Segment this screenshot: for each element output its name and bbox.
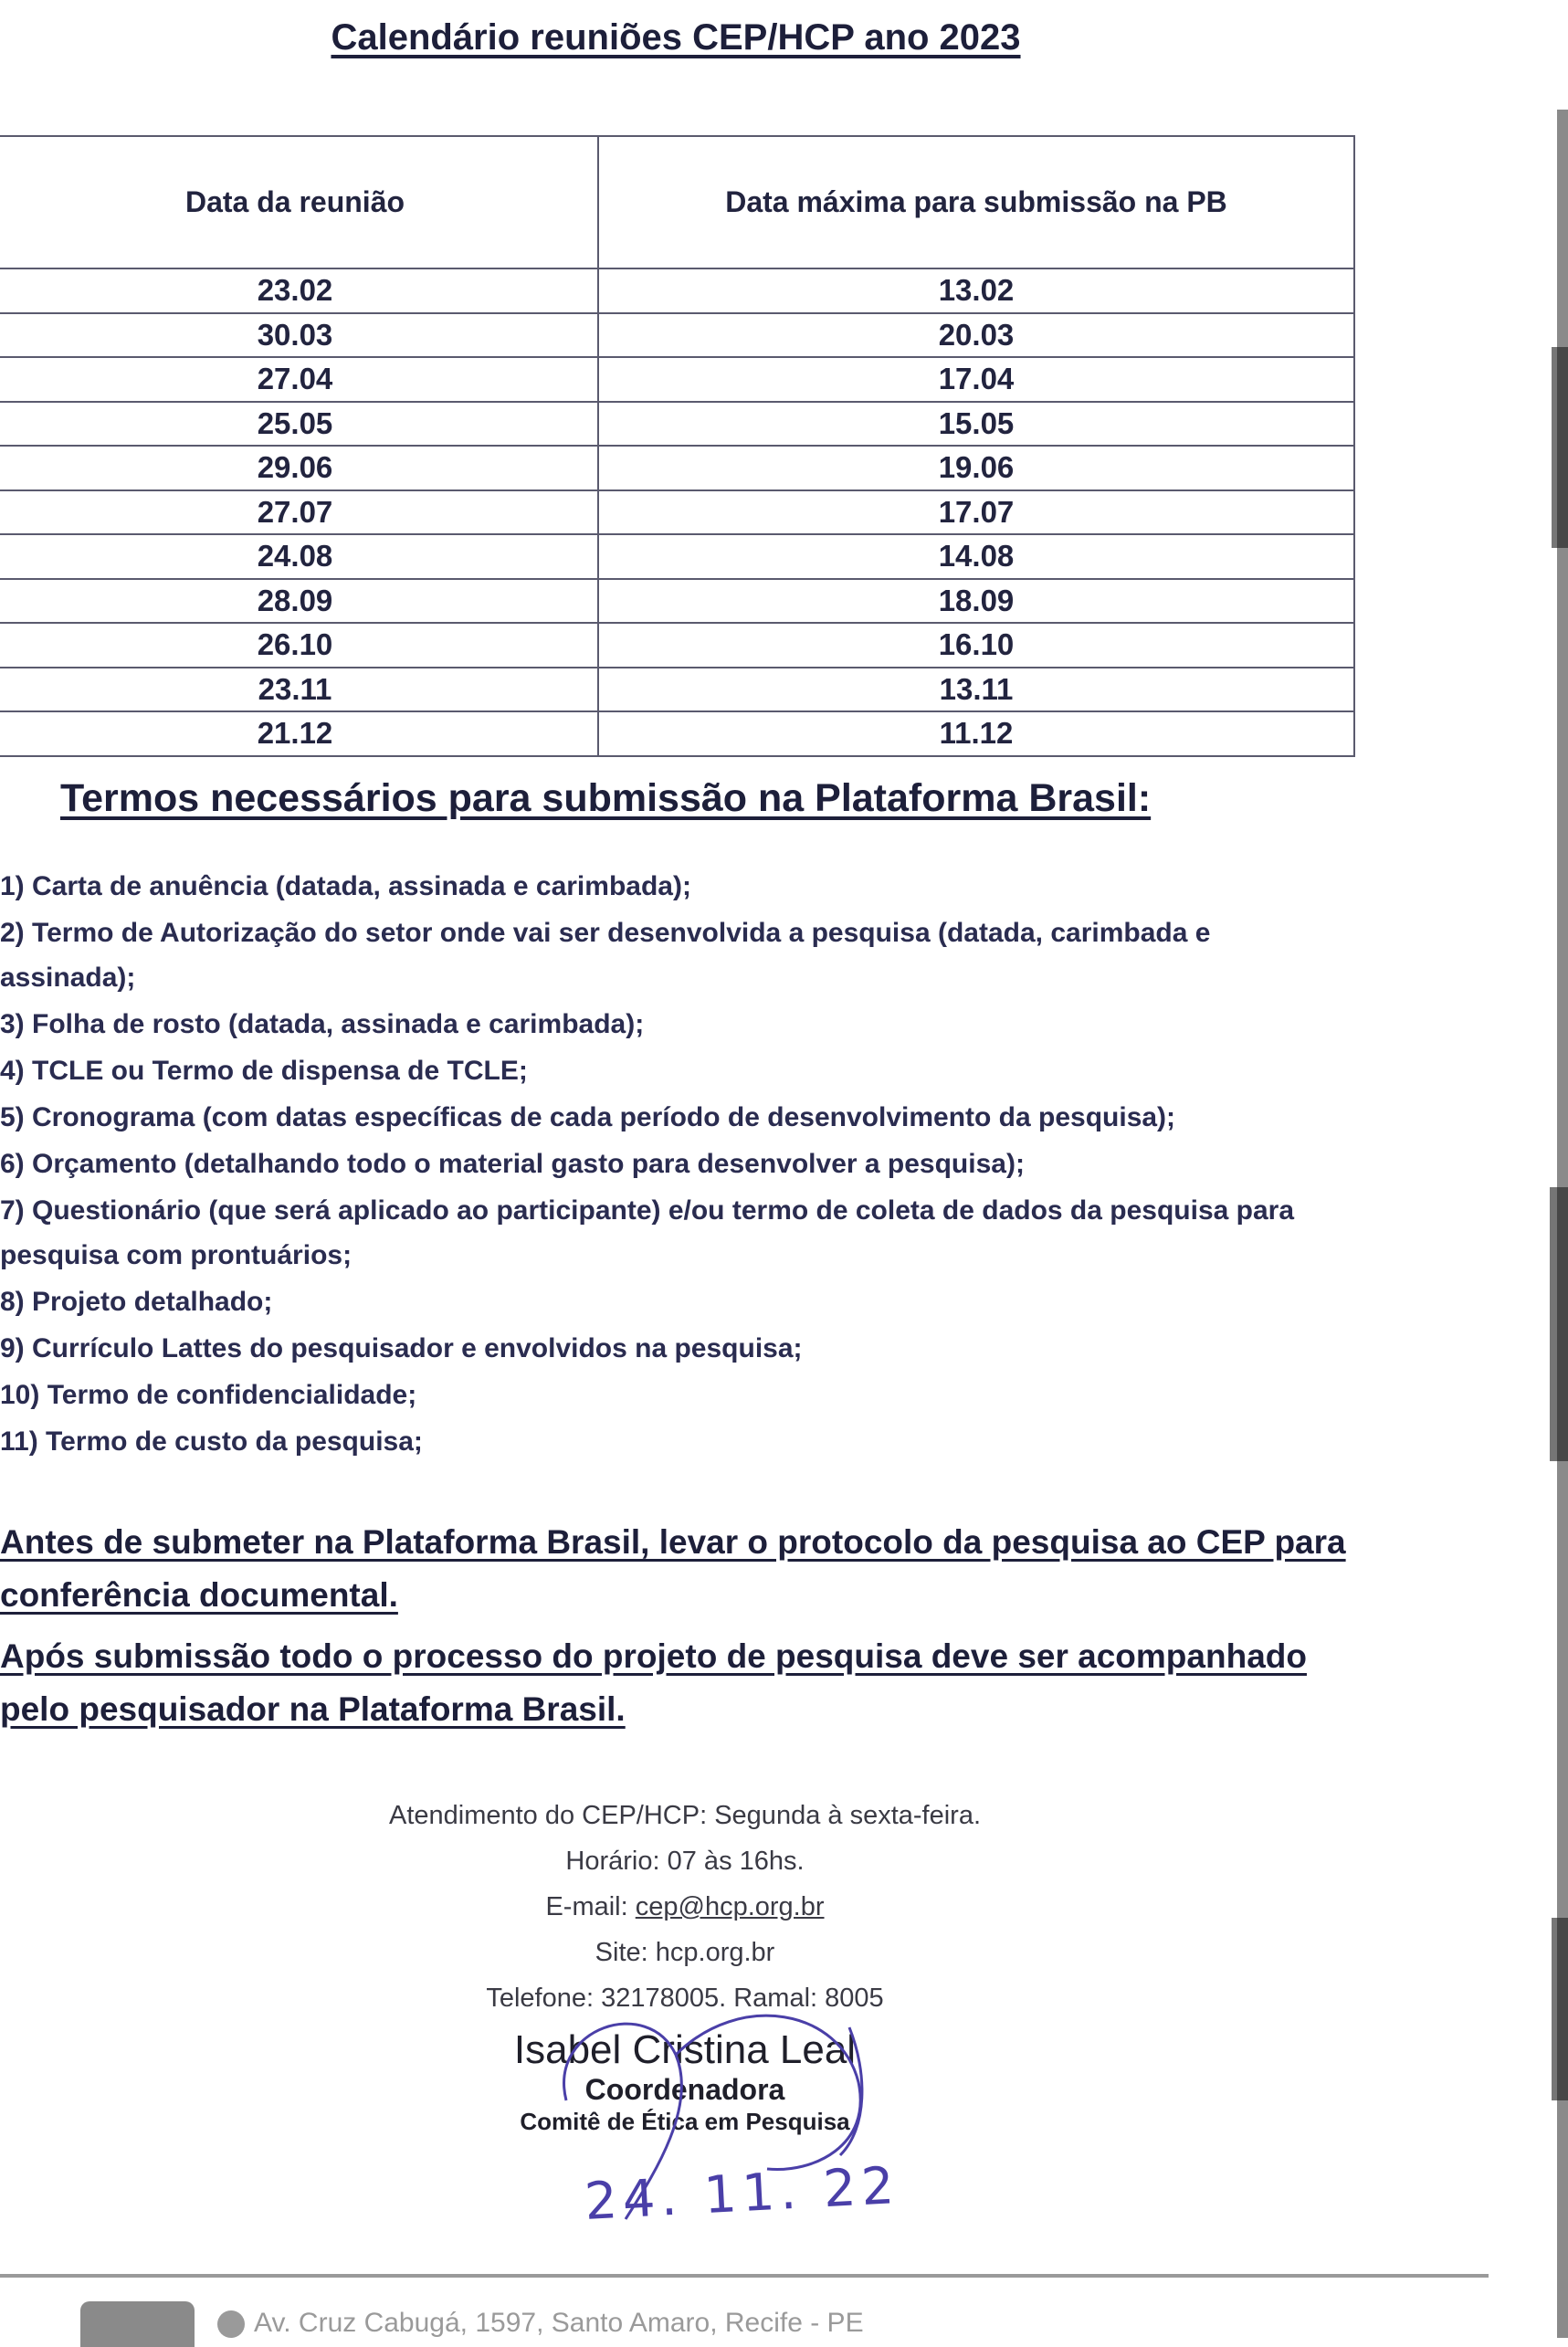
footer-address-text: Av. Cruz Cabugá, 1597, Santo Amaro, Recife - PE bbox=[254, 2308, 864, 2338]
table-row bbox=[0, 446, 1354, 490]
meeting-date-cell: 27.07 bbox=[0, 490, 598, 535]
meeting-date-cell: 21.12 bbox=[0, 711, 598, 756]
deadline-cell: 11.12 bbox=[598, 711, 1354, 756]
notice-before-submission: Antes de submeter na Plataforma Brasil, levar o protocolo da pesquisa ao CEP para conferência documental. bbox=[0, 1523, 1346, 1614]
contact-block bbox=[0, 1793, 1370, 2021]
table-row bbox=[0, 268, 1354, 313]
meeting-date-cell: 29.06 bbox=[0, 446, 598, 490]
table-row bbox=[0, 668, 1354, 712]
meeting-date-cell: 23.11 bbox=[0, 668, 598, 712]
table-header-row bbox=[0, 136, 1354, 268]
list-item: 8) Projeto detalhado; bbox=[0, 1287, 273, 1317]
list-item: 4) TCLE ou Termo de dispensa de TCLE; bbox=[0, 1056, 528, 1086]
table-row bbox=[0, 711, 1354, 756]
signature-date: 24. 11. 22 bbox=[583, 2156, 901, 2232]
header-meeting-date: Data da reunião bbox=[0, 136, 598, 268]
hospital-logo-icon bbox=[80, 2301, 195, 2347]
deadline-cell: 13.11 bbox=[598, 668, 1354, 712]
table-row bbox=[0, 490, 1354, 535]
office-hours-text: Atendimento do CEP/HCP: Segunda à sexta-feira. bbox=[388, 1801, 982, 1830]
stamp-committee: Comitê de Ética em Pesquisa bbox=[520, 2108, 850, 2135]
time-text: Horário: 07 às 16hs. bbox=[565, 1847, 805, 1876]
list-item: 11) Termo de custo da pesquisa; bbox=[0, 1426, 423, 1457]
scan-edge-shadow bbox=[1541, 0, 1568, 2338]
meeting-date-cell: 23.02 bbox=[0, 268, 598, 313]
deadline-cell: 13.02 bbox=[598, 268, 1354, 313]
document-title: Calendário reuniões CEP/HCP ano 2023 bbox=[331, 16, 1021, 58]
list-item: 1) Carta de anuência (datada, assinada e carimbada); bbox=[0, 871, 691, 901]
deadline-cell: 17.04 bbox=[598, 357, 1354, 402]
list-item: 6) Orçamento (detalhando todo o material gasto para desenvolver a pesquisa); bbox=[0, 1149, 1025, 1179]
location-pin-icon bbox=[217, 2310, 245, 2338]
stamp-name: Isabel Cristina Leal bbox=[513, 2027, 857, 2072]
footer-divider bbox=[0, 2274, 1489, 2278]
deadline-cell: 19.06 bbox=[598, 446, 1354, 490]
table-row bbox=[0, 534, 1354, 579]
meeting-date-cell: 25.05 bbox=[0, 402, 598, 447]
meeting-calendar-table bbox=[0, 135, 1355, 757]
header-submission-deadline: Data máxima para submissão na PB bbox=[598, 136, 1354, 268]
deadline-cell: 14.08 bbox=[598, 534, 1354, 579]
list-item: 10) Termo de confidencialidade; bbox=[0, 1380, 417, 1410]
deadline-cell: 20.03 bbox=[598, 313, 1354, 358]
required-terms-list bbox=[0, 864, 1315, 1466]
stamp-role: Coordenadora bbox=[584, 2073, 785, 2106]
list-item: 7) Questionário (que será aplicado ao participante) e/ou termo de coleta de dados da pesquisa para pesquisa com prontuários; bbox=[0, 1195, 1295, 1270]
email-link[interactable]: cep@hcp.org.br bbox=[635, 1892, 825, 1921]
table-row bbox=[0, 579, 1354, 624]
site-text: Site: hcp.org.br bbox=[595, 1938, 775, 1967]
table-row bbox=[0, 623, 1354, 668]
email-line bbox=[0, 1884, 1370, 1930]
list-item: 9) Currículo Lattes do pesquisador e envolvidos na pesquisa; bbox=[0, 1333, 803, 1363]
meeting-date-cell: 28.09 bbox=[0, 579, 598, 624]
deadline-cell: 18.09 bbox=[598, 579, 1354, 624]
terms-section-title: Termos necessários para submissão na Plataforma Brasil: bbox=[60, 776, 1152, 820]
meeting-date-cell: 24.08 bbox=[0, 534, 598, 579]
meeting-date-cell: 26.10 bbox=[0, 623, 598, 668]
list-item: 5) Cronograma (com datas específicas de cada período de desenvolvimento da pesquisa); bbox=[0, 1102, 1176, 1132]
deadline-cell: 15.05 bbox=[598, 402, 1354, 447]
deadline-cell: 17.07 bbox=[598, 490, 1354, 535]
meeting-date-cell: 27.04 bbox=[0, 357, 598, 402]
notice-after-submission: Após submissão todo o processo do projeto de pesquisa deve ser acompanhado pelo pesquisador na Plataforma Brasil. bbox=[0, 1637, 1307, 1728]
phone-text: Telefone: 32178005. Ramal: 8005 bbox=[486, 1984, 884, 2013]
email-label: E-mail: bbox=[545, 1892, 636, 1921]
table-row bbox=[0, 357, 1354, 402]
footer-address bbox=[217, 2308, 864, 2339]
list-item: 3) Folha de rosto (datada, assinada e carimbada); bbox=[0, 1009, 645, 1039]
table-row bbox=[0, 402, 1354, 447]
list-item: 2) Termo de Autorização do setor onde vai ser desenvolvida a pesquisa (datada, carimbada e assinada); bbox=[0, 918, 1211, 993]
table-row bbox=[0, 313, 1354, 358]
deadline-cell: 16.10 bbox=[598, 623, 1354, 668]
meeting-date-cell: 30.03 bbox=[0, 313, 598, 358]
